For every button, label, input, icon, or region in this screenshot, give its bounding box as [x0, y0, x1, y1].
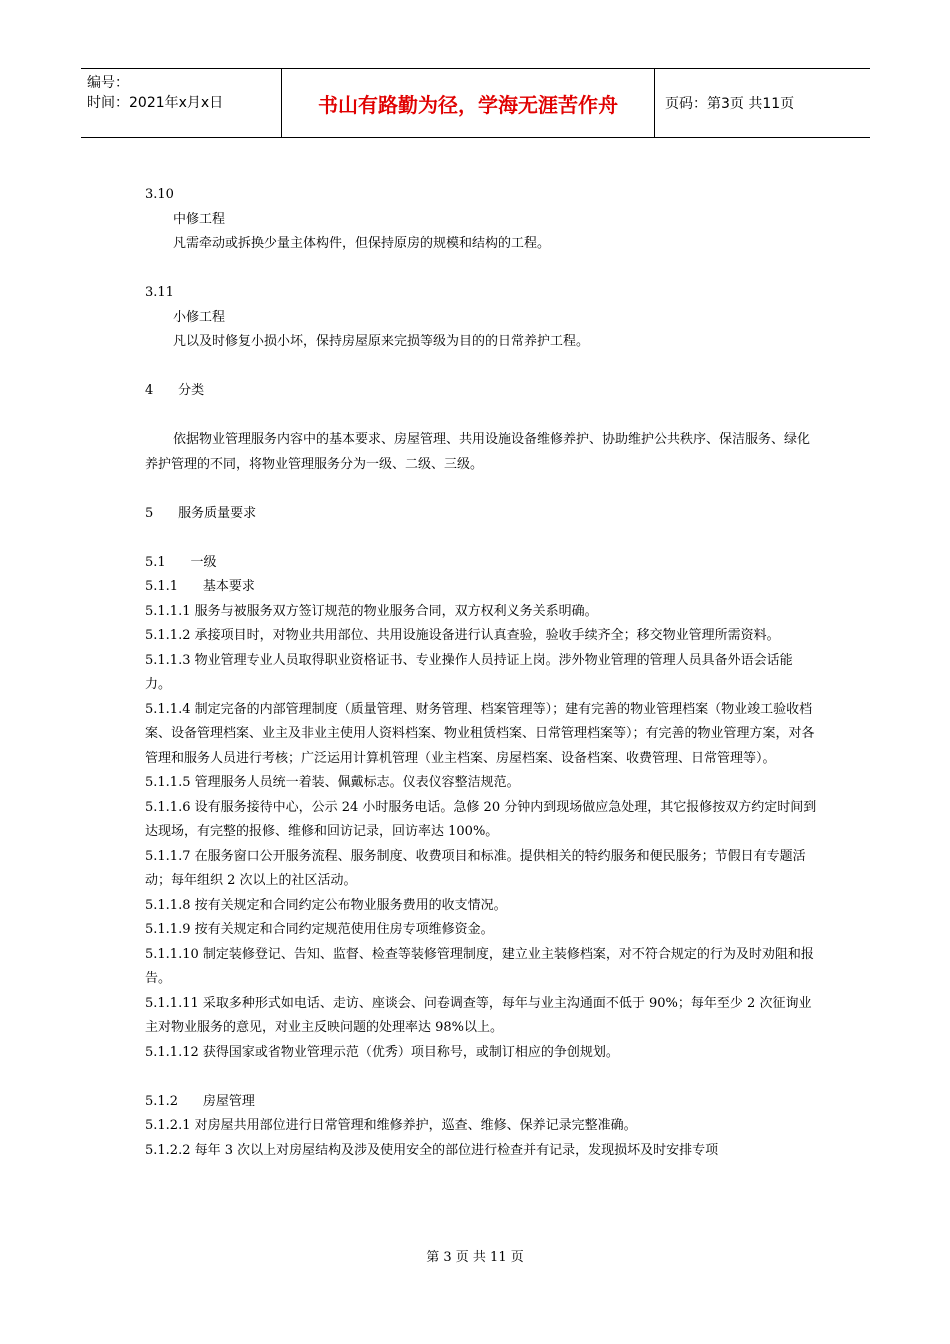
page-header: [81, 68, 870, 138]
section-number: 3.10: [145, 187, 174, 202]
header-meta: [81, 69, 282, 137]
clause: 5.1.1.8 按有关规定和合同约定公布物业服务费用的收支情况。: [145, 897, 507, 913]
clause: 5.1.2.2 每年 3 次以上对房屋结构及涉及使用安全的部位进行检查并有记录，发现损坏及时安排专项: [145, 1142, 719, 1158]
clause: 5.1.1.5 管理服务人员统一着装、佩戴标志。仪表仪容整洁规范。: [145, 775, 520, 790]
clause: 5.1 一级: [145, 554, 217, 570]
number-label: 编号：: [87, 75, 129, 91]
header-page-info: 页码：第3页 共11页: [665, 96, 795, 112]
section-text: 凡以及时修复小损小坏，保持房屋原来完损等级为目的的日常养护工程。: [173, 334, 590, 349]
clause: 5.1.1 基本要求: [145, 579, 255, 594]
clause: 5.1.1.10 制定装修登记、告知、监督、检查等装修管理制度，建立业主装修档案，对不符合规定的行为及时劝阻和报告。: [145, 946, 814, 986]
section-heading: 4 分类: [145, 383, 205, 398]
clause: 5.1.1.3 物业管理专业人员取得职业资格证书、专业操作人员持证上岗。涉外物业管理的管理人员具备外语会话能力。: [145, 652, 793, 692]
clause: 5.1.1.9 按有关规定和合同约定规范使用住房专项维修资金。: [145, 922, 494, 937]
section-title: 中修工程: [173, 211, 226, 227]
header-motto: 书山有路勤为径，学海无涯苦作舟: [282, 69, 655, 137]
document-body: [145, 183, 817, 1163]
time-label: 时间：2021年x月x日: [87, 95, 224, 111]
page-footer: 第 3 页 共 11 页: [426, 1250, 524, 1265]
clause: 5.1.1.1 服务与被服务双方签订规范的物业服务合同，双方权利义务关系明确。: [145, 603, 598, 619]
clause: 5.1.1.2 承接项目时，对物业共用部位、共用设施设备进行认真查验，验收手续齐全；移交物业管理所需资料。: [145, 628, 780, 643]
clause: 5.1.1.7 在服务窗口公开服务流程、服务制度、收费项目和标准。提供相关的特约服务和便民服务；节假日有专题活动；每年组织 2 次以上的社区活动。: [145, 848, 806, 888]
clause: 5.1.1.4 制定完备的内部管理制度（质量管理、财务管理、档案管理等）；建有完善的物业管理档案（物业竣工验收档案、设备管理档案、业主及非业主使用人资料档案、物业租赁档案、日常管理档案等）；有完善的物业管理方案，对各管理和服务人员进行考核；广泛运用计算机管理（业主档案、房屋档案、设备档案、收费管理、日常管理等）。: [145, 701, 815, 766]
clause: 5.1.1.12 获得国家或省物业管理示范（优秀）项目称号，或制订相应的争创规划。: [145, 1044, 619, 1060]
clause: 5.1.2 房屋管理: [145, 1093, 255, 1109]
section-title: 小修工程: [173, 309, 226, 325]
paragraph: 依据物业管理服务内容中的基本要求、房屋管理、共用设施设备维修养护、协助维护公共秩序、保洁服务、绿化养护管理的不同，将物业管理服务分为一级、二级、三级。: [145, 432, 811, 472]
clause: 5.1.1.11 采取多种形式如电话、走访、座谈会、问卷调查等，每年与业主沟通面不低于 90%；每年至少 2 次征询业主对物业服务的意见，对业主反映问题的处理率达 98%以上。: [145, 995, 812, 1035]
section-text: 凡需牵动或拆换少量主体构件，但保持原房的规模和结构的工程。: [173, 236, 551, 251]
clause: 5.1.2.1 对房屋共用部位进行日常管理和维修养护，巡查、维修、保养记录完整准确。: [145, 1118, 637, 1133]
section-heading: 5 服务质量要求: [145, 505, 257, 521]
section-number: 3.11: [145, 285, 174, 300]
clause: 5.1.1.6 设有服务接待中心，公示 24 小时服务电话。急修 20 分钟内到现场做应急处理，其它报修按双方约定时间到达现场，有完整的报修、维修和回访记录，回访率达 100%。: [145, 799, 817, 839]
